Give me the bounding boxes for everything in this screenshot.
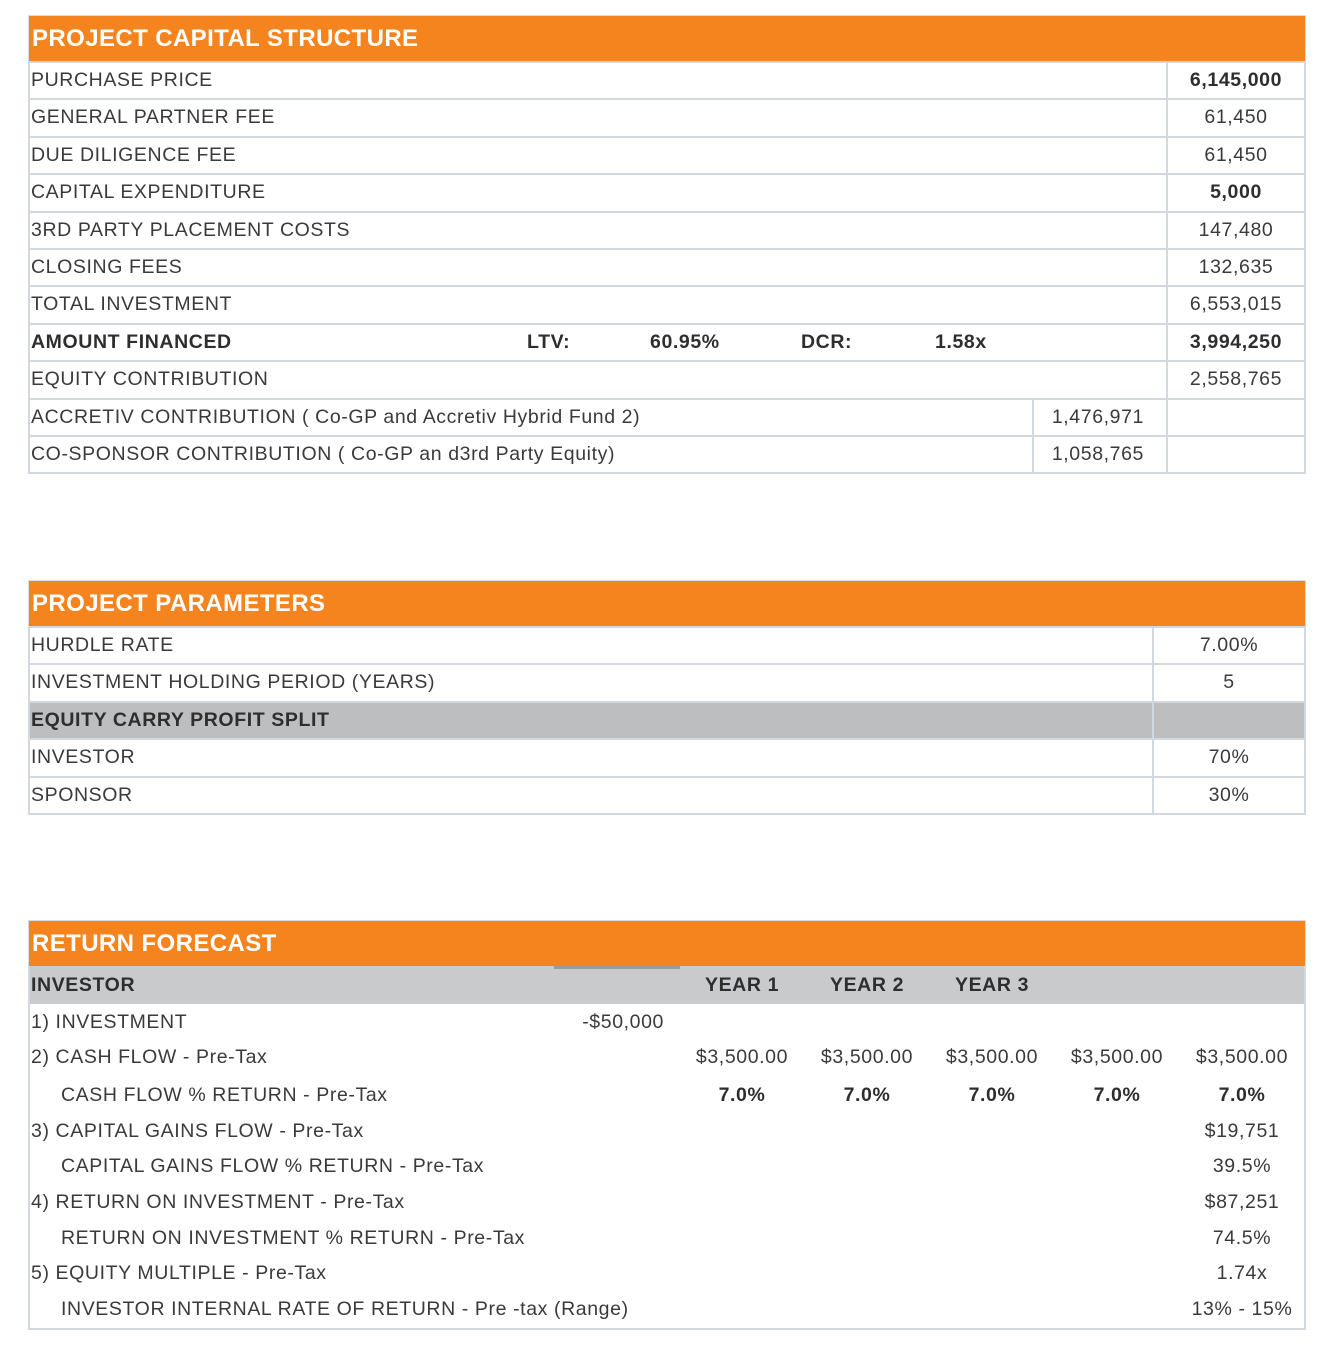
roi-value: $87,251 bbox=[1204, 1191, 1280, 1213]
row-value: 6,145,000 bbox=[1166, 63, 1304, 98]
dcr-value: 1.58x bbox=[935, 330, 987, 353]
irr-label: INVESTOR INTERNAL RATE OF RETURN - Pre -tax (Range) bbox=[61, 1298, 629, 1320]
return-forecast-body bbox=[28, 966, 1306, 1330]
row-label: TOTAL INVESTMENT bbox=[31, 293, 233, 316]
profit-split-label: EQUITY CARRY PROFIT SPLIT bbox=[31, 708, 330, 731]
year-3-header: YEAR 3 bbox=[954, 974, 1030, 996]
capital-gains-pct-value: 39.5% bbox=[1212, 1155, 1272, 1177]
project-parameters-title: PROJECT PARAMETERS bbox=[28, 580, 1306, 626]
cash-flow-label: 2) CASH FLOW - Pre-Tax bbox=[31, 1046, 268, 1068]
amount-financed-label: AMOUNT FINANCED bbox=[31, 330, 232, 353]
table-row bbox=[30, 285, 1304, 322]
profit-split-header-row bbox=[30, 701, 1304, 738]
amount-financed-row bbox=[30, 323, 1304, 360]
row-value-empty bbox=[1166, 437, 1304, 472]
return-forecast-title: RETURN FORECAST bbox=[28, 920, 1306, 966]
cash-flow-pct-value: 7.0% bbox=[1218, 1084, 1266, 1106]
table-row bbox=[30, 173, 1304, 210]
accretiv-contribution-row bbox=[30, 398, 1304, 435]
dcr-label: DCR: bbox=[801, 330, 853, 353]
row-label: EQUITY CONTRIBUTION bbox=[31, 368, 269, 391]
row-label: PURCHASE PRICE bbox=[31, 69, 213, 91]
table-row bbox=[30, 61, 1304, 98]
investor-subheader-label: INVESTOR bbox=[31, 974, 136, 996]
table-row bbox=[30, 663, 1304, 700]
row-label: DUE DILIGENCE FEE bbox=[31, 143, 237, 166]
row-label: GENERAL PARTNER FEE bbox=[31, 106, 276, 129]
capital-structure-title: PROJECT CAPITAL STRUCTURE bbox=[28, 15, 1306, 61]
table-row bbox=[30, 136, 1304, 173]
roi-pct-label: RETURN ON INVESTMENT % RETURN - Pre-Tax bbox=[61, 1227, 525, 1249]
cash-flow-value: $3,500.00 bbox=[695, 1046, 789, 1068]
row-value: 7.00% bbox=[1152, 628, 1304, 663]
row-label: HURDLE RATE bbox=[31, 634, 174, 656]
row-value: 2,558,765 bbox=[1166, 362, 1304, 397]
cash-flow-pct-value: 7.0% bbox=[718, 1084, 766, 1106]
table-row bbox=[30, 626, 1304, 663]
table-row bbox=[30, 98, 1304, 135]
project-parameters-grid bbox=[28, 626, 1306, 815]
table-row bbox=[30, 776, 1304, 813]
equity-multiple-label: 5) EQUITY MULTIPLE - Pre-Tax bbox=[31, 1262, 327, 1284]
cash-flow-value: $3,500.00 bbox=[945, 1046, 1039, 1068]
row-value-empty bbox=[1152, 703, 1304, 738]
row-value-empty bbox=[1166, 400, 1304, 435]
equity-contribution-row bbox=[30, 360, 1304, 397]
row-subvalue: 1,476,971 bbox=[1032, 400, 1166, 435]
year-2-header: YEAR 2 bbox=[829, 974, 905, 996]
row-value: 5,000 bbox=[1166, 175, 1304, 210]
amount-financed-cell bbox=[30, 325, 1166, 360]
year-1-header: YEAR 1 bbox=[704, 974, 780, 996]
cosponsor-contribution-row bbox=[30, 435, 1304, 472]
row-value: 5 bbox=[1152, 665, 1304, 700]
amount-financed-value: 3,994,250 bbox=[1166, 325, 1304, 360]
capital-gains-pct-label: CAPITAL GAINS FLOW % RETURN - Pre-Tax bbox=[61, 1155, 485, 1177]
row-label: ACCRETIV CONTRIBUTION ( Co-GP and Accretiv Hybrid Fund 2) bbox=[31, 405, 641, 428]
row-value: 132,635 bbox=[1166, 250, 1304, 285]
cash-flow-value: $3,500.00 bbox=[820, 1046, 914, 1068]
table-row bbox=[30, 738, 1304, 775]
row-label: CLOSING FEES bbox=[31, 255, 183, 278]
irr-value: 13% - 15% bbox=[1191, 1298, 1293, 1320]
capital-structure-grid bbox=[28, 61, 1306, 474]
row-label: CAPITAL EXPENDITURE bbox=[31, 181, 266, 204]
project-parameters-table bbox=[28, 580, 1306, 815]
cash-flow-value: $3,500.00 bbox=[1070, 1046, 1164, 1068]
roi-label: 4) RETURN ON INVESTMENT - Pre-Tax bbox=[31, 1191, 405, 1213]
cash-flow-pct-value: 7.0% bbox=[843, 1084, 891, 1106]
cash-flow-value: $3,500.00 bbox=[1195, 1046, 1289, 1068]
row-value: 61,450 bbox=[1166, 138, 1304, 173]
row-value: 61,450 bbox=[1166, 100, 1304, 135]
capital-gains-value: $19,751 bbox=[1204, 1120, 1280, 1142]
return-forecast-subheader bbox=[30, 966, 1304, 1004]
cash-flow-pct-label: CASH FLOW % RETURN - Pre-Tax bbox=[61, 1084, 388, 1106]
table-row bbox=[30, 248, 1304, 285]
row-subvalue: 1,058,765 bbox=[1032, 437, 1166, 472]
row-label: SPONSOR bbox=[31, 783, 133, 806]
investment-label: 1) INVESTMENT bbox=[31, 1011, 188, 1033]
row-label: CO-SPONSOR CONTRIBUTION ( Co-GP an d3rd Party Equity) bbox=[31, 442, 616, 465]
ltv-value: 60.95% bbox=[650, 330, 720, 353]
row-value: 6,553,015 bbox=[1166, 287, 1304, 322]
capital-gains-label: 3) CAPITAL GAINS FLOW - Pre-Tax bbox=[31, 1120, 364, 1142]
ltv-label: LTV: bbox=[527, 330, 571, 353]
row-value: 147,480 bbox=[1166, 213, 1304, 248]
row-label: INVESTMENT HOLDING PERIOD (YEARS) bbox=[31, 671, 436, 694]
subheader-accent bbox=[554, 966, 680, 969]
cash-flow-pct-value: 7.0% bbox=[1093, 1084, 1141, 1106]
row-value: 70% bbox=[1152, 740, 1304, 775]
table-row bbox=[30, 211, 1304, 248]
roi-pct-value: 74.5% bbox=[1212, 1227, 1272, 1249]
capital-structure-table bbox=[28, 15, 1306, 474]
equity-multiple-value: 1.74x bbox=[1216, 1262, 1268, 1284]
investment-value: -$50,000 bbox=[582, 1011, 664, 1033]
return-forecast-table bbox=[28, 920, 1306, 1330]
cash-flow-pct-value: 7.0% bbox=[968, 1084, 1016, 1106]
row-value: 30% bbox=[1152, 778, 1304, 813]
row-label: 3RD PARTY PLACEMENT COSTS bbox=[31, 218, 351, 241]
row-label: INVESTOR bbox=[31, 746, 136, 769]
